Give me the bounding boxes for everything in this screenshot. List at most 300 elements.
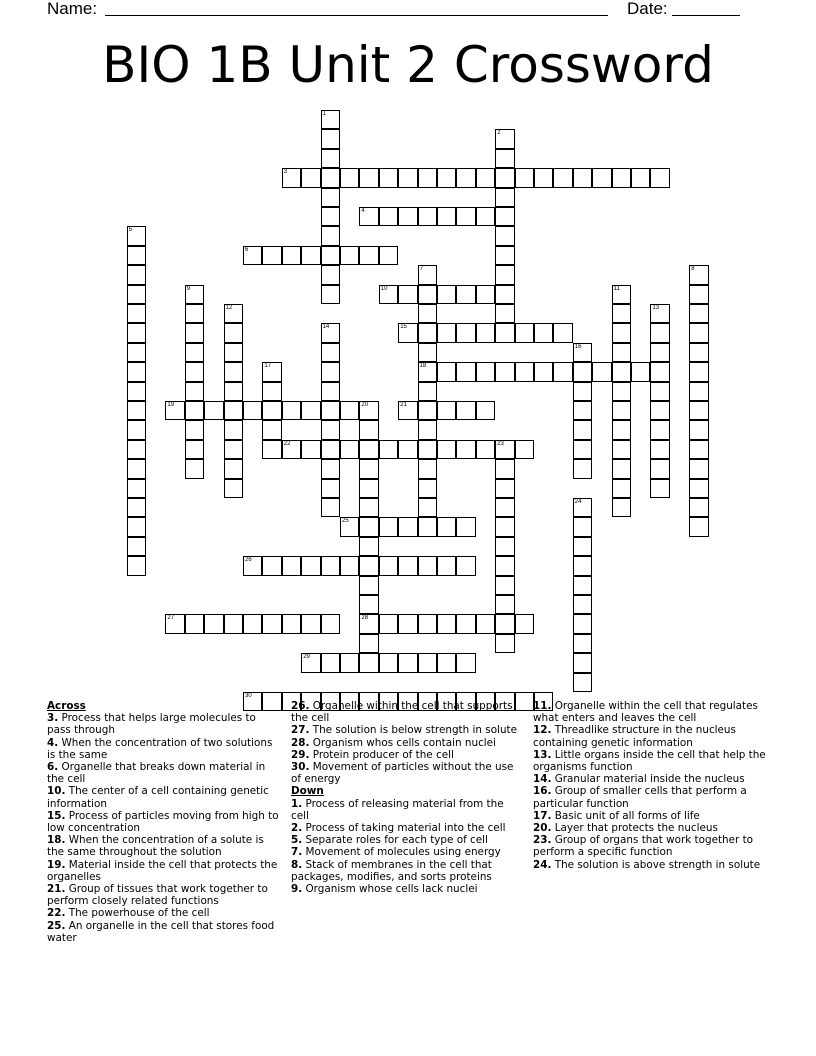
grid-cell[interactable] — [437, 168, 456, 187]
grid-cell[interactable] — [224, 401, 243, 420]
down-clue — [533, 822, 767, 834]
grid-cell[interactable] — [340, 246, 359, 265]
grid-cell[interactable] — [689, 479, 708, 498]
grid-cell[interactable] — [418, 653, 437, 672]
grid-cell[interactable] — [418, 556, 437, 575]
grid-cell[interactable] — [476, 168, 495, 187]
grid-cell[interactable] — [573, 556, 592, 575]
down-clue — [533, 700, 767, 724]
grid-cell[interactable] — [127, 323, 146, 342]
clue-text: Process that helps large molecules to pass through — [47, 712, 256, 737]
grid-cell[interactable] — [359, 459, 378, 478]
grid-cell[interactable] — [301, 168, 320, 187]
across-clue — [47, 785, 279, 809]
grid-cell[interactable] — [515, 168, 534, 187]
grid-cell[interactable] — [243, 401, 262, 420]
grid-cell[interactable] — [379, 440, 398, 459]
grid-cell[interactable] — [456, 207, 475, 226]
grid-cell[interactable] — [495, 440, 514, 459]
grid-cell[interactable] — [204, 614, 223, 633]
grid-cell[interactable] — [204, 401, 223, 420]
grid-cell[interactable] — [321, 498, 340, 517]
grid-cell[interactable] — [321, 226, 340, 245]
clue-label: 1. — [291, 797, 303, 810]
grid-cell[interactable] — [592, 362, 611, 381]
clue-text: Separate roles for each type of cell — [305, 834, 488, 847]
grid-cell[interactable] — [495, 149, 514, 168]
grid-cell[interactable] — [689, 459, 708, 478]
grid-cell[interactable] — [418, 420, 437, 439]
grid-cell[interactable] — [185, 420, 204, 439]
grid-cell[interactable] — [495, 634, 514, 653]
grid-cell[interactable] — [650, 168, 669, 187]
grid-cell[interactable] — [321, 188, 340, 207]
clue-text: Organism whos cells contain nuclei — [312, 736, 496, 749]
grid-cell[interactable] — [321, 440, 340, 459]
grid-cell[interactable] — [689, 265, 708, 284]
grid-cell[interactable] — [592, 168, 611, 187]
grid-cell[interactable] — [495, 498, 514, 517]
grid-cell[interactable] — [262, 614, 281, 633]
grid-cell[interactable] — [301, 556, 320, 575]
grid-cell[interactable] — [340, 556, 359, 575]
grid-cell[interactable] — [262, 382, 281, 401]
grid-cell[interactable] — [127, 285, 146, 304]
grid-cell[interactable] — [321, 265, 340, 284]
grid-cell[interactable] — [689, 323, 708, 342]
grid-cell[interactable] — [379, 556, 398, 575]
grid-cell[interactable] — [321, 149, 340, 168]
grid-cell[interactable] — [243, 556, 262, 575]
grid-cell[interactable] — [418, 168, 437, 187]
grid-cell[interactable] — [650, 479, 669, 498]
grid-cell[interactable] — [359, 401, 378, 420]
grid-cell[interactable] — [224, 343, 243, 362]
grid-cell[interactable] — [495, 517, 514, 536]
grid-cell[interactable] — [689, 382, 708, 401]
grid-cell[interactable] — [321, 401, 340, 420]
grid-cell[interactable] — [612, 362, 631, 381]
grid-cell[interactable] — [301, 440, 320, 459]
grid-cell[interactable] — [418, 304, 437, 323]
grid-cell[interactable] — [573, 498, 592, 517]
grid-cell[interactable] — [476, 440, 495, 459]
grid-cell[interactable] — [301, 246, 320, 265]
grid-cell[interactable] — [573, 653, 592, 672]
grid-cell[interactable] — [437, 207, 456, 226]
grid-cell[interactable] — [418, 498, 437, 517]
grid-cell[interactable] — [689, 420, 708, 439]
grid-cell[interactable] — [689, 401, 708, 420]
grid-cell[interactable] — [612, 498, 631, 517]
grid-cell[interactable] — [553, 323, 572, 342]
grid-cell[interactable] — [379, 207, 398, 226]
grid-cell[interactable] — [359, 576, 378, 595]
grid-cell[interactable] — [612, 168, 631, 187]
grid-cell[interactable] — [456, 614, 475, 633]
grid-cell[interactable] — [398, 614, 417, 633]
grid-cell[interactable] — [437, 653, 456, 672]
grid-cell[interactable] — [224, 382, 243, 401]
grid-cell[interactable] — [573, 459, 592, 478]
grid-cell[interactable] — [321, 207, 340, 226]
grid-cell[interactable] — [321, 653, 340, 672]
grid-cell[interactable] — [650, 420, 669, 439]
grid-cell[interactable] — [418, 479, 437, 498]
grid-cell[interactable] — [573, 673, 592, 692]
grid-cell[interactable] — [224, 362, 243, 381]
grid-cell[interactable] — [359, 207, 378, 226]
grid-cell[interactable] — [127, 226, 146, 245]
grid-cell[interactable] — [379, 285, 398, 304]
grid-cell[interactable] — [418, 614, 437, 633]
grid-cell[interactable] — [573, 517, 592, 536]
grid-cell[interactable] — [418, 285, 437, 304]
grid-cell[interactable] — [262, 401, 281, 420]
grid-cell[interactable] — [127, 362, 146, 381]
grid-cell[interactable] — [612, 440, 631, 459]
grid-cell[interactable] — [379, 517, 398, 536]
grid-cell[interactable] — [127, 420, 146, 439]
grid-cell[interactable] — [282, 246, 301, 265]
grid-cell[interactable] — [456, 285, 475, 304]
grid-cell[interactable] — [437, 362, 456, 381]
grid-cell[interactable] — [359, 653, 378, 672]
grid-cell[interactable] — [127, 537, 146, 556]
grid-cell[interactable] — [127, 246, 146, 265]
grid-cell[interactable] — [282, 168, 301, 187]
grid-cell[interactable] — [689, 517, 708, 536]
grid-cell[interactable] — [418, 401, 437, 420]
grid-cell[interactable] — [224, 440, 243, 459]
grid-cell[interactable] — [185, 614, 204, 633]
grid-cell[interactable] — [650, 323, 669, 342]
grid-cell[interactable] — [185, 459, 204, 478]
grid-cell[interactable] — [495, 537, 514, 556]
grid-cell[interactable] — [127, 479, 146, 498]
grid-cell[interactable] — [495, 479, 514, 498]
grid-cell[interactable] — [321, 343, 340, 362]
grid-cell[interactable] — [398, 556, 417, 575]
grid-cell[interactable] — [359, 479, 378, 498]
grid-cell[interactable] — [650, 459, 669, 478]
grid-cell[interactable] — [165, 401, 184, 420]
grid-cell[interactable] — [321, 459, 340, 478]
grid-cell[interactable] — [495, 323, 514, 342]
clue-column-1 — [47, 700, 279, 944]
grid-cell[interactable] — [689, 498, 708, 517]
grid-cell[interactable] — [282, 440, 301, 459]
across-clue — [47, 761, 279, 785]
grid-cell[interactable] — [359, 246, 378, 265]
grid-cell[interactable] — [495, 614, 514, 633]
grid-cell[interactable] — [689, 440, 708, 459]
grid-cell[interactable] — [185, 440, 204, 459]
grid-cell[interactable] — [650, 440, 669, 459]
grid-cell[interactable] — [359, 537, 378, 556]
grid-cell[interactable] — [224, 614, 243, 633]
grid-cell[interactable] — [476, 401, 495, 420]
clue-label: 2. — [291, 822, 303, 835]
grid-cell[interactable] — [224, 420, 243, 439]
grid-cell[interactable] — [359, 556, 378, 575]
grid-cell[interactable] — [262, 362, 281, 381]
grid-cell[interactable] — [282, 556, 301, 575]
grid-cell[interactable] — [321, 110, 340, 129]
grid-cell[interactable] — [495, 168, 514, 187]
grid-cell[interactable] — [340, 440, 359, 459]
clue-label: 11. — [533, 700, 552, 712]
grid-cell[interactable] — [418, 323, 437, 342]
grid-cell[interactable] — [321, 382, 340, 401]
clue-number: 14 — [322, 324, 330, 331]
grid-cell[interactable] — [689, 362, 708, 381]
grid-cell[interactable] — [573, 440, 592, 459]
grid-cell[interactable] — [340, 517, 359, 536]
grid-cell[interactable] — [418, 440, 437, 459]
grid-cell[interactable] — [127, 459, 146, 478]
grid-cell[interactable] — [476, 614, 495, 633]
grid-cell[interactable] — [437, 614, 456, 633]
grid-cell[interactable] — [515, 362, 534, 381]
grid-cell[interactable] — [573, 614, 592, 633]
grid-cell[interactable] — [418, 382, 437, 401]
grid-cell[interactable] — [262, 556, 281, 575]
grid-cell[interactable] — [165, 614, 184, 633]
grid-cell[interactable] — [321, 420, 340, 439]
grid-cell[interactable] — [127, 517, 146, 536]
grid-cell[interactable] — [650, 401, 669, 420]
across-clue — [47, 920, 279, 944]
grid-cell[interactable] — [185, 362, 204, 381]
grid-cell[interactable] — [224, 304, 243, 323]
grid-cell[interactable] — [359, 498, 378, 517]
grid-cell[interactable] — [185, 304, 204, 323]
grid-cell[interactable] — [612, 420, 631, 439]
grid-cell[interactable] — [456, 323, 475, 342]
grid-cell[interactable] — [631, 362, 650, 381]
grid-cell[interactable] — [127, 498, 146, 517]
grid-cell[interactable] — [631, 168, 650, 187]
grid-cell[interactable] — [301, 401, 320, 420]
grid-cell[interactable] — [243, 246, 262, 265]
grid-cell[interactable] — [495, 226, 514, 245]
grid-cell[interactable] — [476, 207, 495, 226]
grid-cell[interactable] — [612, 401, 631, 420]
grid-cell[interactable] — [476, 362, 495, 381]
grid-cell[interactable] — [398, 401, 417, 420]
grid-cell[interactable] — [612, 304, 631, 323]
grid-cell[interactable] — [515, 323, 534, 342]
grid-cell[interactable] — [689, 304, 708, 323]
grid-cell[interactable] — [495, 188, 514, 207]
grid-cell[interactable] — [127, 343, 146, 362]
grid-cell[interactable] — [262, 246, 281, 265]
grid-cell[interactable] — [573, 634, 592, 653]
grid-cell[interactable] — [437, 517, 456, 536]
grid-cell[interactable] — [515, 440, 534, 459]
clue-text: Organelle within the cell that supports the cell — [291, 700, 513, 725]
grid-cell[interactable] — [650, 382, 669, 401]
grid-cell[interactable] — [418, 362, 437, 381]
grid-cell[interactable] — [495, 459, 514, 478]
grid-cell[interactable] — [418, 207, 437, 226]
grid-cell[interactable] — [495, 246, 514, 265]
grid-cell[interactable] — [398, 517, 417, 536]
grid-cell[interactable] — [456, 440, 475, 459]
grid-cell[interactable] — [495, 207, 514, 226]
grid-cell[interactable] — [495, 304, 514, 323]
grid-cell[interactable] — [553, 362, 572, 381]
clue-label: 20. — [533, 822, 552, 835]
grid-cell[interactable] — [379, 246, 398, 265]
grid-cell[interactable] — [456, 653, 475, 672]
grid-cell[interactable] — [573, 168, 592, 187]
grid-cell[interactable] — [573, 537, 592, 556]
grid-cell[interactable] — [495, 285, 514, 304]
grid-cell[interactable] — [612, 285, 631, 304]
grid-cell[interactable] — [476, 323, 495, 342]
grid-cell[interactable] — [321, 129, 340, 148]
grid-cell[interactable] — [398, 285, 417, 304]
grid-cell[interactable] — [224, 459, 243, 478]
grid-cell[interactable] — [185, 401, 204, 420]
grid-cell[interactable] — [359, 420, 378, 439]
grid-cell[interactable] — [224, 479, 243, 498]
grid-cell[interactable] — [650, 343, 669, 362]
grid-cell[interactable] — [456, 168, 475, 187]
grid-cell[interactable] — [418, 343, 437, 362]
grid-cell[interactable] — [437, 401, 456, 420]
grid-cell[interactable] — [573, 595, 592, 614]
clue-number: 2 — [497, 130, 501, 137]
grid-cell[interactable] — [495, 595, 514, 614]
grid-cell[interactable] — [359, 614, 378, 633]
grid-cell[interactable] — [495, 265, 514, 284]
grid-cell[interactable] — [418, 517, 437, 536]
grid-cell[interactable] — [185, 285, 204, 304]
grid-cell[interactable] — [437, 323, 456, 342]
grid-cell[interactable] — [321, 168, 340, 187]
grid-cell[interactable] — [321, 556, 340, 575]
grid-cell[interactable] — [650, 362, 669, 381]
grid-cell[interactable] — [340, 653, 359, 672]
grid-cell[interactable] — [398, 207, 417, 226]
grid-cell[interactable] — [127, 440, 146, 459]
grid-cell[interactable] — [282, 401, 301, 420]
grid-cell[interactable] — [321, 362, 340, 381]
clue-number: 15 — [400, 324, 407, 331]
grid-cell[interactable] — [456, 401, 475, 420]
grid-cell[interactable] — [456, 556, 475, 575]
grid-cell[interactable] — [243, 614, 262, 633]
grid-cell[interactable] — [185, 323, 204, 342]
grid-cell[interactable] — [262, 440, 281, 459]
grid-cell[interactable] — [127, 382, 146, 401]
grid-cell[interactable] — [359, 517, 378, 536]
grid-cell[interactable] — [573, 401, 592, 420]
grid-cell[interactable] — [359, 634, 378, 653]
grid-cell[interactable] — [612, 323, 631, 342]
grid-cell[interactable] — [534, 168, 553, 187]
grid-cell[interactable] — [379, 653, 398, 672]
grid-cell[interactable] — [418, 265, 437, 284]
grid-cell[interactable] — [573, 382, 592, 401]
grid-cell[interactable] — [321, 479, 340, 498]
grid-cell[interactable] — [127, 304, 146, 323]
grid-cell[interactable] — [321, 246, 340, 265]
grid-cell[interactable] — [398, 440, 417, 459]
grid-cell[interactable] — [495, 556, 514, 575]
grid-cell[interactable] — [495, 129, 514, 148]
grid-cell[interactable] — [340, 401, 359, 420]
grid-cell[interactable] — [359, 595, 378, 614]
grid-cell[interactable] — [379, 168, 398, 187]
grid-cell[interactable] — [612, 459, 631, 478]
grid-cell[interactable] — [127, 556, 146, 575]
grid-cell[interactable] — [301, 653, 320, 672]
grid-cell[interactable] — [437, 285, 456, 304]
grid-cell[interactable] — [379, 614, 398, 633]
grid-cell[interactable] — [573, 343, 592, 362]
grid-cell[interactable] — [359, 168, 378, 187]
grid-cell[interactable] — [456, 517, 475, 536]
grid-cell[interactable] — [612, 343, 631, 362]
grid-cell[interactable] — [321, 614, 340, 633]
grid-cell[interactable] — [689, 285, 708, 304]
down-clue — [291, 859, 521, 883]
grid-cell[interactable] — [495, 576, 514, 595]
grid-cell[interactable] — [418, 459, 437, 478]
grid-cell[interactable] — [185, 382, 204, 401]
grid-cell[interactable] — [282, 614, 301, 633]
grid-cell[interactable] — [689, 343, 708, 362]
grid-cell[interactable] — [495, 362, 514, 381]
grid-cell[interactable] — [456, 362, 475, 381]
grid-cell[interactable] — [262, 420, 281, 439]
grid-cell[interactable] — [553, 168, 572, 187]
grid-cell[interactable] — [573, 362, 592, 381]
grid-cell[interactable] — [573, 420, 592, 439]
grid-cell[interactable] — [398, 653, 417, 672]
grid-cell[interactable] — [534, 362, 553, 381]
grid-cell[interactable] — [437, 440, 456, 459]
grid-cell[interactable] — [321, 323, 340, 342]
grid-cell[interactable] — [185, 343, 204, 362]
grid-cell[interactable] — [340, 168, 359, 187]
grid-cell[interactable] — [650, 304, 669, 323]
grid-cell[interactable] — [321, 285, 340, 304]
grid-cell[interactable] — [301, 614, 320, 633]
clue-number: 21 — [400, 402, 407, 408]
page-title: BIO 1B Unit 2 Crossword — [102, 36, 714, 94]
grid-cell[interactable] — [127, 265, 146, 284]
grid-cell[interactable] — [476, 285, 495, 304]
clue-label: 15. — [47, 809, 66, 822]
grid-cell[interactable] — [224, 323, 243, 342]
grid-cell[interactable] — [612, 382, 631, 401]
grid-cell[interactable] — [398, 168, 417, 187]
grid-cell[interactable] — [127, 401, 146, 420]
grid-cell[interactable] — [612, 479, 631, 498]
grid-cell[interactable] — [534, 323, 553, 342]
clue-text: Process of taking material into the cell — [305, 822, 506, 835]
grid-cell[interactable] — [398, 323, 417, 342]
grid-cell[interactable] — [437, 556, 456, 575]
grid-cell[interactable] — [573, 576, 592, 595]
grid-cell[interactable] — [515, 614, 534, 633]
grid-cell[interactable] — [359, 440, 378, 459]
